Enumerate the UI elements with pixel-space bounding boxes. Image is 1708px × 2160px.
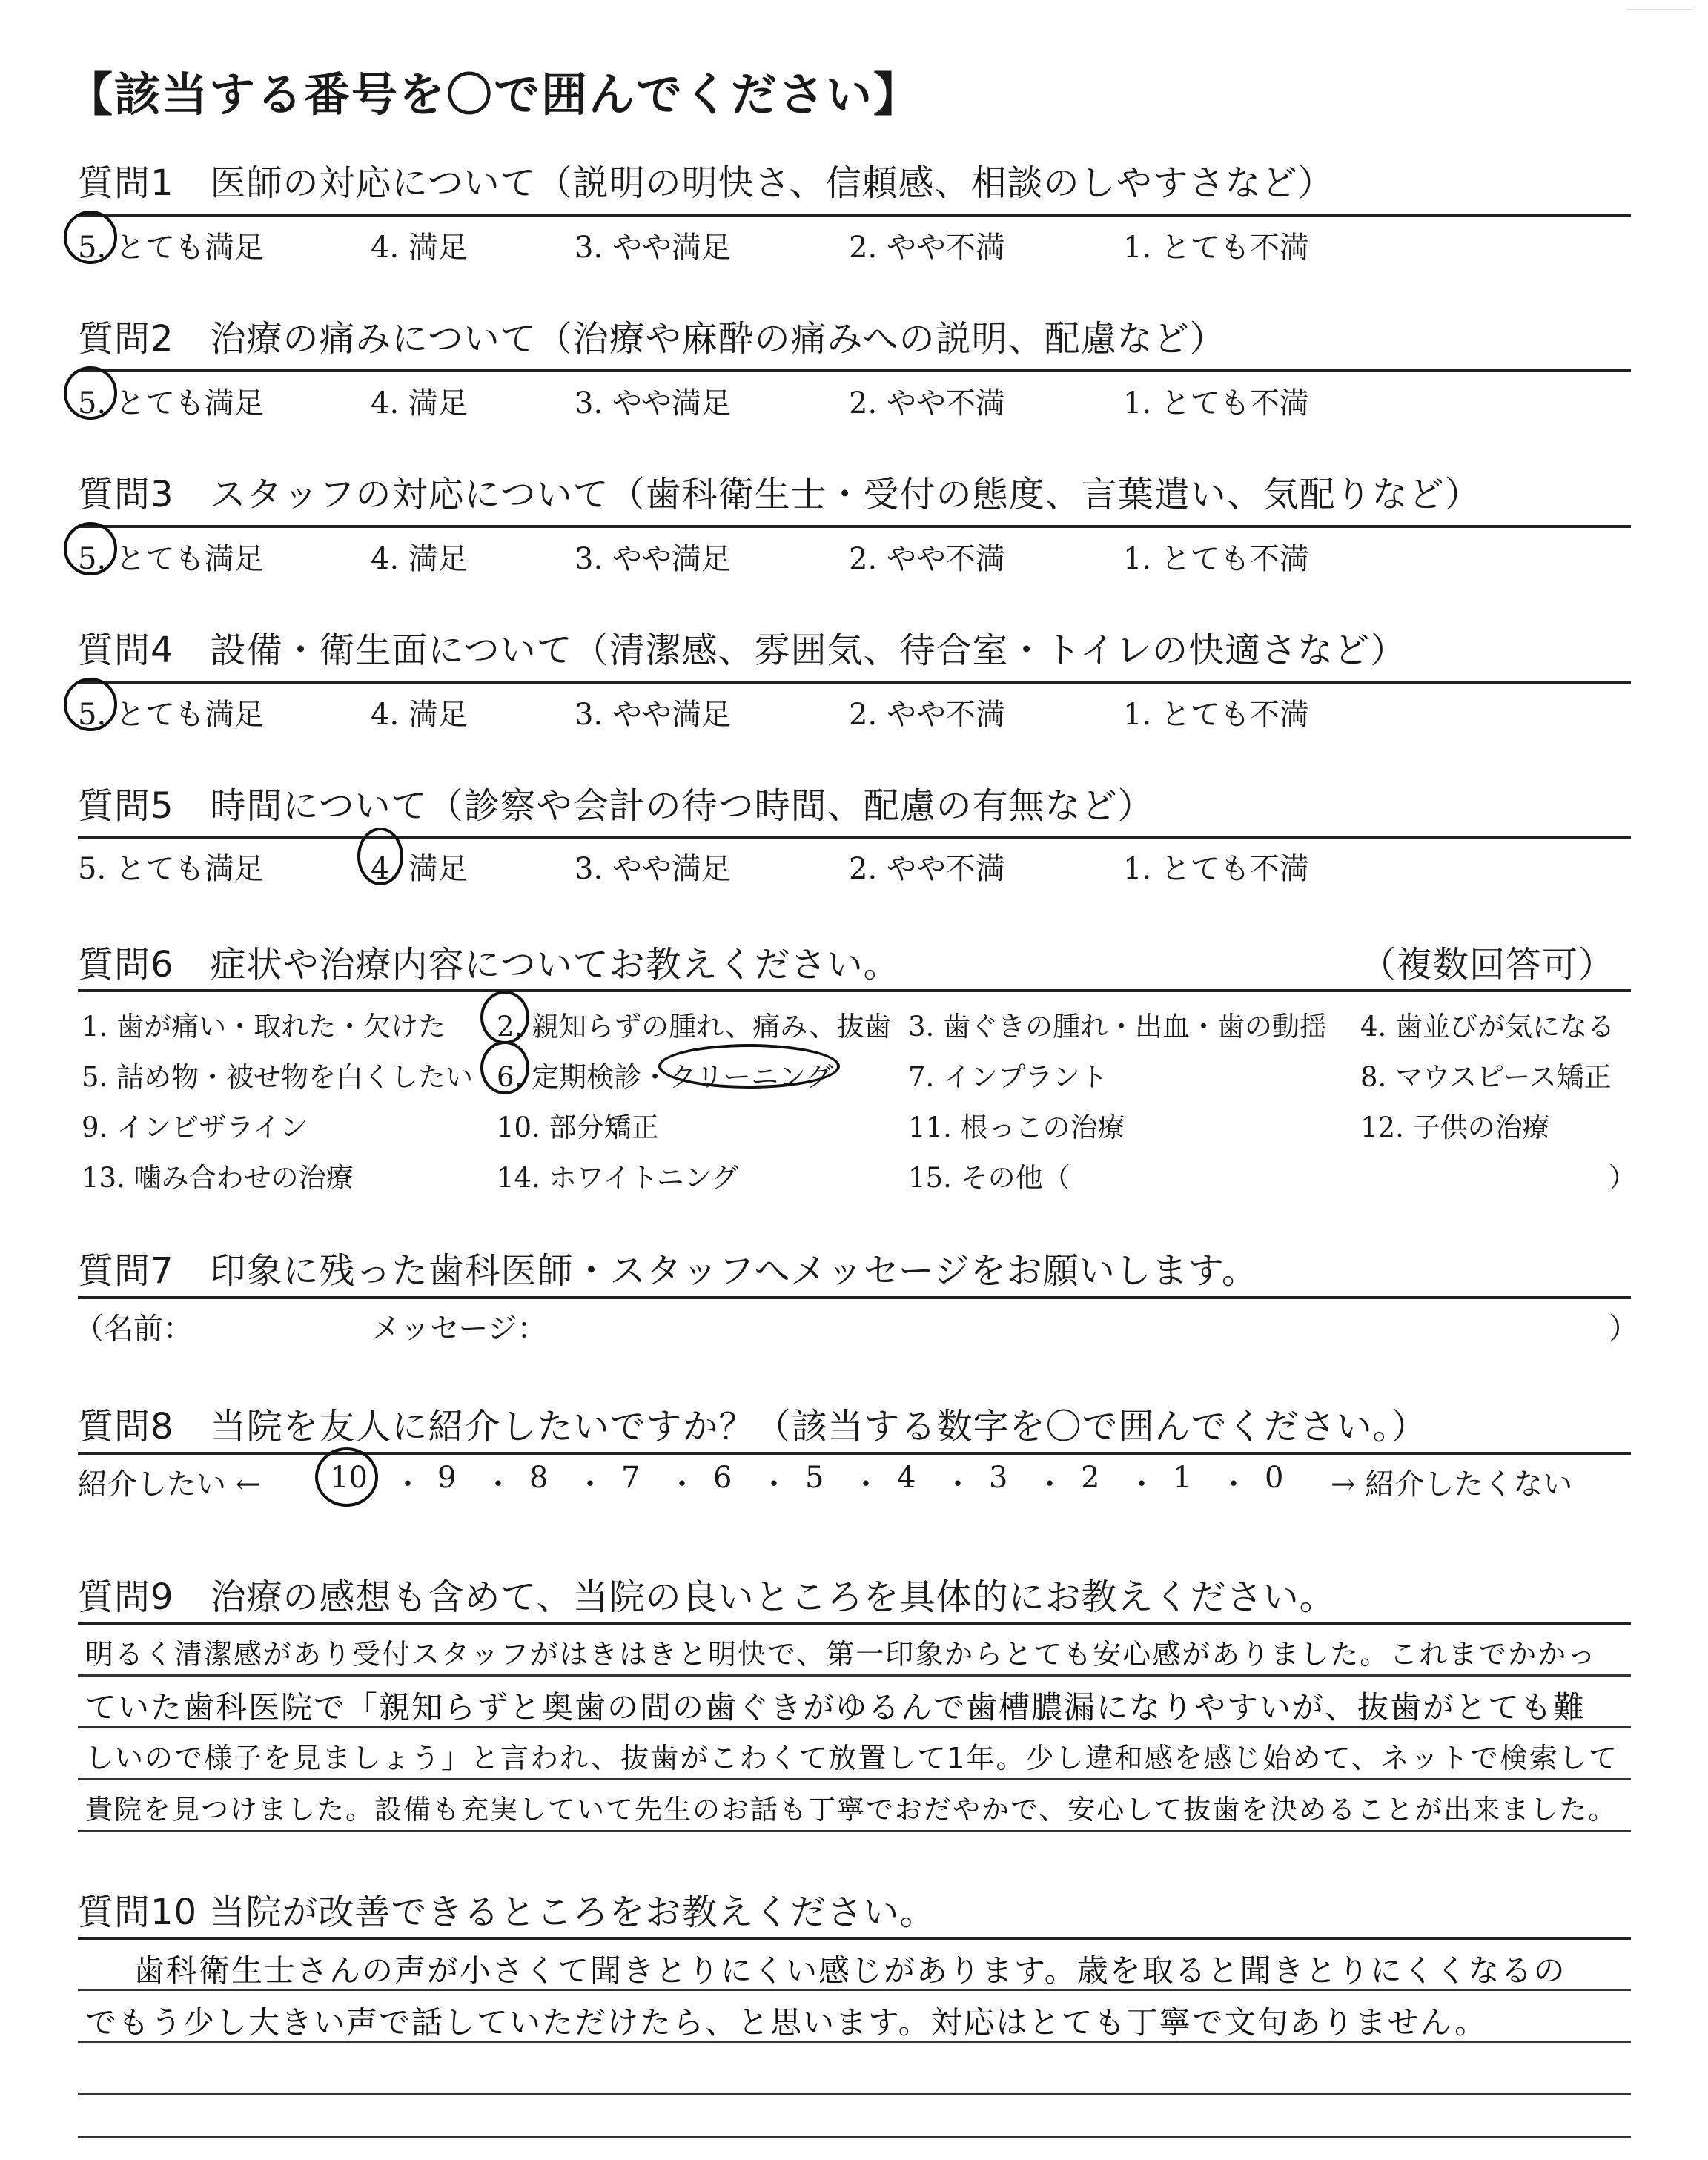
q3-option-3[interactable]: 3. やや満足 xyxy=(575,542,731,576)
q6-option-13[interactable]: 13. 噛み合わせの治療 xyxy=(82,1162,354,1194)
q8-separator: ・ xyxy=(943,1467,973,1502)
q8-separator: ・ xyxy=(759,1467,789,1502)
q4-option-4[interactable]: 4. 満足 xyxy=(371,698,468,732)
q1-title: 質問1 医師の対応について（説明の明快さ、信頼感、相談のしやすさなど） xyxy=(78,162,1334,204)
q6-option-10[interactable]: 10. 部分矯正 xyxy=(497,1112,659,1143)
q5-rule xyxy=(78,836,1631,839)
q7-name-label: （名前： xyxy=(74,1312,193,1346)
q3-rule xyxy=(78,525,1631,528)
q2-option-1[interactable]: 1. とても不満 xyxy=(1123,386,1309,420)
q8-separator: ・ xyxy=(483,1467,513,1502)
q8-scale-4[interactable]: 4 xyxy=(897,1461,916,1495)
q6-option-15-close: ） xyxy=(1609,1162,1636,1194)
q6-option-2[interactable]: 2. 親知らずの腫れ、痛み、抜歯 xyxy=(497,1011,892,1043)
q5-option-2[interactable]: 2. やや不満 xyxy=(849,852,1005,886)
q8-separator: ・ xyxy=(575,1467,605,1502)
q4-rule xyxy=(78,681,1631,684)
q7-close-paren: ） xyxy=(1609,1312,1638,1346)
q8-scale-8[interactable]: 8 xyxy=(529,1461,549,1495)
q2-title: 質問2 治療の痛みについて（治療や麻酔の痛みへの説明、配慮など） xyxy=(78,318,1226,360)
q7-title: 質問7 印象に残った歯科医師・スタッフへメッセージをお願いします。 xyxy=(78,1250,1258,1292)
q6-option-1[interactable]: 1. 歯が痛い・取れた・欠けた xyxy=(82,1011,446,1043)
q9-answer-line-2: ていた歯科医院で「親知らずと奥歯の間の歯ぐきがゆるんで歯槽膿漏になりやすいが、抜歯がとても難 xyxy=(85,1689,1586,1725)
q4-option-5[interactable]: 5. とても満足 xyxy=(78,698,264,732)
q6-option-12[interactable]: 12. 子供の治療 xyxy=(1360,1112,1550,1143)
q10-rule xyxy=(78,1937,1631,1940)
q9-answer-line-3: しいので様子を見ましょう」と言われ、抜歯がこわくて放置して1年。少し違和感を感じ始めて、ネットで検索して xyxy=(85,1742,1618,1774)
q10-answer-line xyxy=(78,2093,1631,2095)
q8-separator: ・ xyxy=(1127,1467,1156,1502)
q10-answer-line-2: でもう少し大きい声で話していただけたら、と思います。対応はとても丁寧で文句ありません。 xyxy=(85,2004,1488,2041)
q1-option-4[interactable]: 4. 満足 xyxy=(371,231,468,265)
q8-scale-6[interactable]: 6 xyxy=(713,1461,732,1495)
q8-scale-2[interactable]: 2 xyxy=(1081,1461,1100,1495)
q1-option-2[interactable]: 2. やや不満 xyxy=(849,231,1005,265)
scan-edge-mark xyxy=(1626,9,1693,18)
q8-separator: ・ xyxy=(851,1467,881,1502)
q4-title: 質問4 設備・衛生面について（清潔感、雰囲気、待合室・トイレの快適さなど） xyxy=(78,630,1407,671)
q8-separator: ・ xyxy=(667,1467,697,1502)
q6-option-4[interactable]: 4. 歯並びが気になる xyxy=(1360,1011,1615,1043)
q8-title: 質問8 当院を友人に紹介したいですか？（該当する数字を〇で囲んでください。） xyxy=(78,1406,1428,1447)
q8-rule xyxy=(78,1452,1631,1455)
q9-answer-line xyxy=(78,1778,1631,1780)
q9-rule xyxy=(78,1622,1631,1625)
q8-scale-9[interactable]: 9 xyxy=(437,1461,457,1495)
q6-rule xyxy=(78,989,1631,992)
q6-option-3[interactable]: 3. 歯ぐきの腫れ・出血・歯の動揺 xyxy=(908,1011,1328,1043)
q6-option-7[interactable]: 7. インプラント xyxy=(908,1061,1108,1093)
q8-separator: ・ xyxy=(1035,1467,1065,1502)
page-heading: 【該当する番号を〇で囲んでください】 xyxy=(67,67,921,122)
q8-scale-10[interactable]: 10 xyxy=(330,1461,368,1495)
q9-answer-line-4: 貴院を見つけました。設備も充実していて先生のお話も丁寧でおだやかで、安心して抜歯を決めることが出来ました。 xyxy=(85,1794,1618,1826)
q8-scale-5[interactable]: 5 xyxy=(805,1461,824,1495)
q10-answer-line-1: 歯科衛生士さんの声が小さくて聞きとりにくい感じがあります。歳を取ると聞きとりにくくなるの xyxy=(133,1952,1566,1989)
q6-option-6[interactable]: 6. 定期検診・クリーニング xyxy=(497,1061,833,1093)
q3-option-4[interactable]: 4. 満足 xyxy=(371,542,468,576)
q6-option-8[interactable]: 8. マウスピース矯正 xyxy=(1360,1061,1612,1093)
q8-scale-3[interactable]: 3 xyxy=(989,1461,1008,1495)
q6-option-5[interactable]: 5. 詰め物・被せ物を白くしたい xyxy=(82,1061,474,1093)
q6-option-9[interactable]: 9. インビザライン xyxy=(82,1112,308,1143)
q8-scale-7[interactable]: 7 xyxy=(621,1461,640,1495)
q9-answer-line xyxy=(78,1674,1631,1677)
q8-separator: ・ xyxy=(1219,1467,1248,1502)
q7-rule xyxy=(78,1296,1631,1299)
q6-title: 質問6 症状や治療内容についてお教えください。 xyxy=(78,944,900,985)
q8-scale-1[interactable]: 1 xyxy=(1173,1461,1192,1495)
q2-option-4[interactable]: 4. 満足 xyxy=(371,386,468,420)
q2-option-3[interactable]: 3. やや満足 xyxy=(575,386,731,420)
q1-option-5[interactable]: 5. とても満足 xyxy=(78,231,264,265)
q9-answer-line-1: 明るく清潔感があり受付スタッフがはきはきと明快で、第一印象からとても安心感がありました。これまでかかっ xyxy=(85,1638,1598,1671)
q2-option-5[interactable]: 5. とても満足 xyxy=(78,386,264,420)
q5-title: 質問5 時間について（診察や会計の待つ時間、配慮の有無など） xyxy=(78,785,1154,827)
q10-title: 質問10 当院が改善できるところをお教えください。 xyxy=(78,1892,936,1933)
q8-scale-0[interactable]: 0 xyxy=(1265,1461,1284,1495)
q7-message-label: メッセージ： xyxy=(371,1312,547,1346)
q9-title: 質問9 治療の感想も含めて、当院の良いところを具体的にお教えください。 xyxy=(78,1576,1336,1618)
q1-option-1[interactable]: 1. とても不満 xyxy=(1123,231,1309,265)
q1-option-3[interactable]: 3. やや満足 xyxy=(575,231,731,265)
q3-option-5[interactable]: 5. とても満足 xyxy=(78,542,264,576)
q6-option-11[interactable]: 11. 根っこの治療 xyxy=(908,1112,1125,1143)
q10-answer-line xyxy=(78,2136,1631,2138)
q3-title: 質問3 スタッフの対応について（歯科衛生士・受付の態度、言葉遣い、気配りなど） xyxy=(78,474,1481,515)
q4-option-2[interactable]: 2. やや不満 xyxy=(849,698,1005,732)
q2-rule xyxy=(78,369,1631,372)
q6-option-14[interactable]: 14. ホワイトニング xyxy=(497,1162,739,1194)
q5-option-3[interactable]: 3. やや満足 xyxy=(575,852,731,886)
q4-option-1[interactable]: 1. とても不満 xyxy=(1123,698,1309,732)
q8-right-label: → 紹介したくない xyxy=(1331,1467,1573,1502)
q1-rule xyxy=(78,214,1631,217)
q4-option-3[interactable]: 3. やや満足 xyxy=(575,698,731,732)
q3-option-1[interactable]: 1. とても不満 xyxy=(1123,542,1309,576)
q2-option-2[interactable]: 2. やや不満 xyxy=(849,386,1005,420)
q8-separator: ・ xyxy=(393,1467,423,1502)
q3-option-2[interactable]: 2. やや不満 xyxy=(849,542,1005,576)
q5-option-5[interactable]: 5. とても満足 xyxy=(78,852,264,886)
q9-answer-line xyxy=(78,1830,1631,1832)
q5-option-4[interactable]: 4. 満足 xyxy=(371,852,468,886)
q8-left-label: 紹介したい ← xyxy=(78,1467,261,1502)
q6-note: （複数回答可） xyxy=(1360,944,1615,985)
q6-option-15[interactable]: 15. その他（ xyxy=(908,1162,1070,1194)
q5-option-1[interactable]: 1. とても不満 xyxy=(1123,852,1309,886)
